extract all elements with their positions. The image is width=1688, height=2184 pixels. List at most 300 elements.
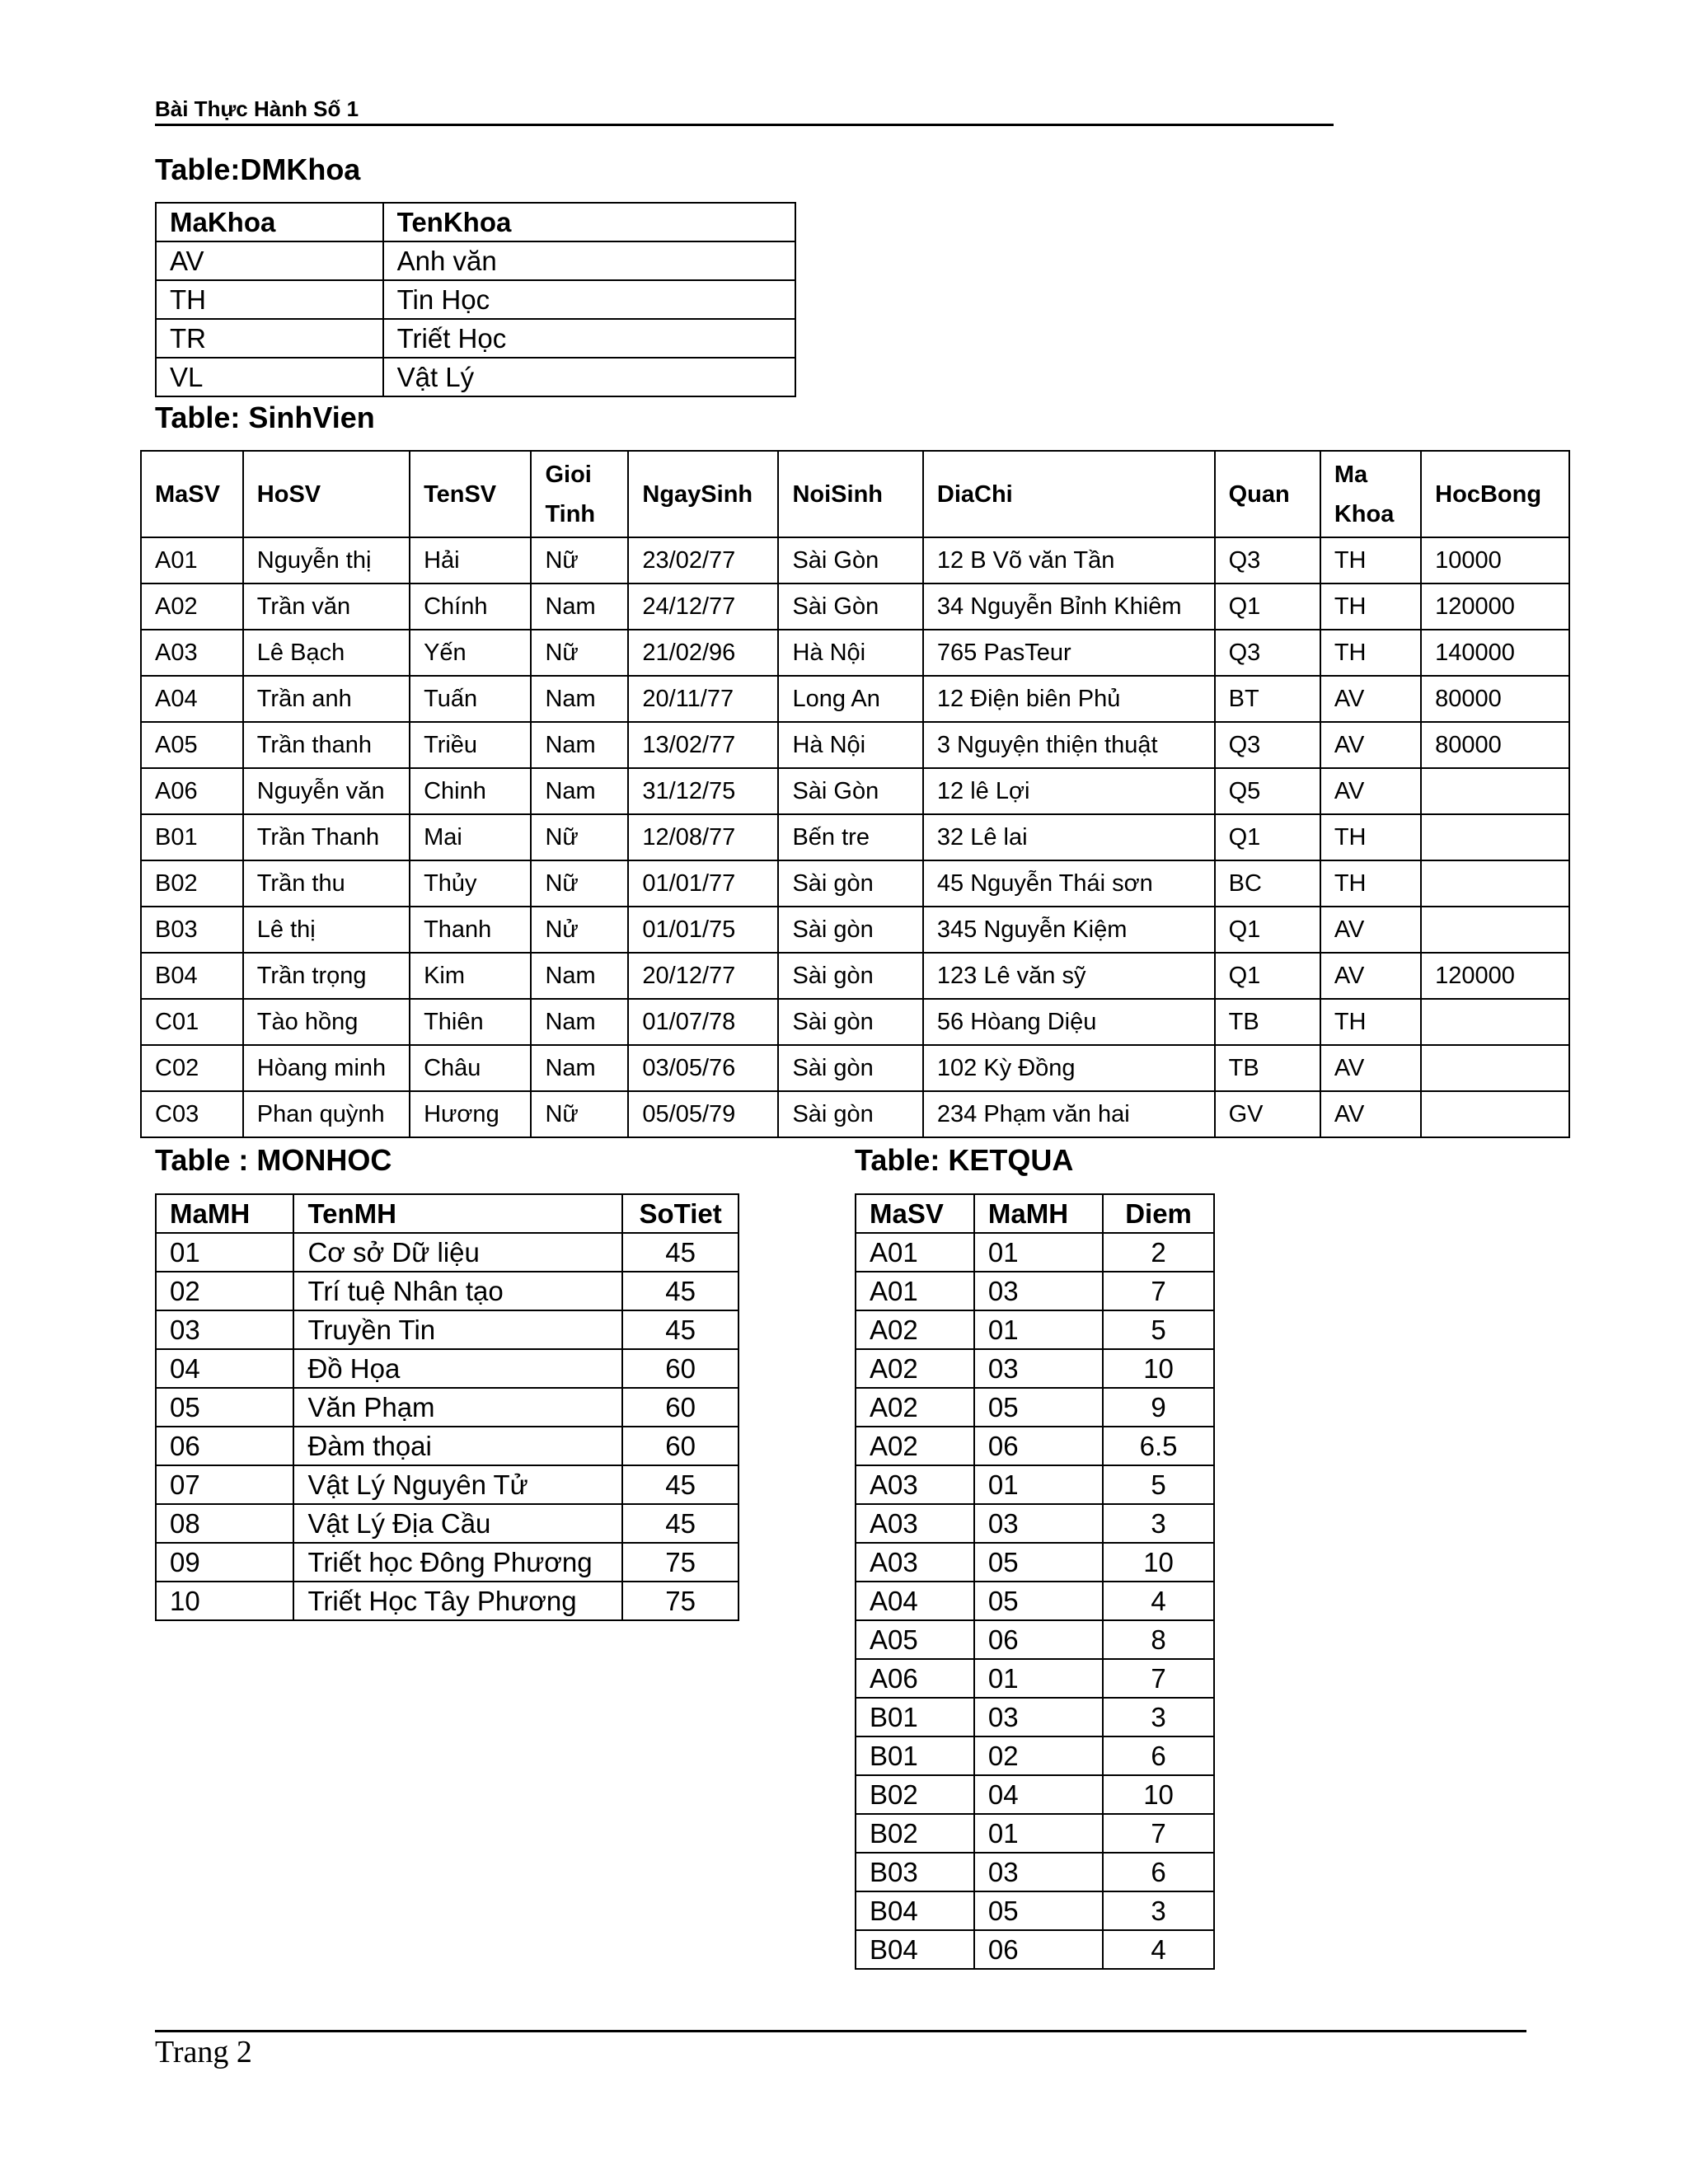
table-cell: A03	[141, 630, 243, 676]
table-cell: 3 Nguyện thiện thuật	[923, 722, 1215, 768]
table-cell: 3	[1103, 1891, 1214, 1930]
table-cell: Trần Thanh	[243, 814, 410, 860]
table-cell: B01	[856, 1698, 974, 1736]
table-cell: Q1	[1215, 907, 1320, 953]
table-cell: Hải	[410, 537, 531, 583]
table-cell: Kim	[410, 953, 531, 999]
table-row	[141, 953, 1569, 999]
table-cell: C02	[141, 1045, 243, 1091]
table-cell: AV	[1320, 907, 1421, 953]
table-cell: AV	[1320, 722, 1421, 768]
table-row	[141, 1091, 1569, 1137]
table-row	[156, 1543, 738, 1582]
table-cell: 4	[1103, 1582, 1214, 1620]
column-header: MaKhoa	[156, 203, 383, 241]
table-cell: 7	[1103, 1814, 1214, 1853]
table-row	[141, 814, 1569, 860]
table-cell: B04	[856, 1930, 974, 1969]
table-row	[156, 1465, 738, 1504]
table-cell: 234 Phạm văn hai	[923, 1091, 1215, 1137]
table-cell: Nguyễn văn	[243, 768, 410, 814]
table-cell: A01	[856, 1233, 974, 1272]
table-cell: Triết học Đông Phương	[293, 1543, 622, 1582]
table-cell: B04	[856, 1891, 974, 1930]
table-cell: AV	[1320, 1045, 1421, 1091]
table-cell: Lê Bạch	[243, 630, 410, 676]
table-cell: A03	[856, 1504, 974, 1543]
table-cell	[1421, 907, 1569, 953]
table-cell: Châu	[410, 1045, 531, 1091]
table-cell	[1421, 999, 1569, 1045]
table-cell: 45	[622, 1504, 738, 1543]
table-cell: Sài gòn	[778, 860, 922, 907]
table-cell: Sài gòn	[778, 999, 922, 1045]
table-cell: Hà Nội	[778, 630, 922, 676]
table-cell: 6	[1103, 1853, 1214, 1891]
table-cell: 05	[974, 1582, 1103, 1620]
table-cell: 9	[1103, 1388, 1214, 1427]
table-cell: B03	[856, 1853, 974, 1891]
table-cell: Nữ	[531, 814, 628, 860]
table-cell: GV	[1215, 1091, 1320, 1137]
column-header: TenKhoa	[383, 203, 795, 241]
column-header: NgaySinh	[628, 451, 778, 537]
table-cell: Tào hồng	[243, 999, 410, 1045]
table-cell: Văn Phạm	[293, 1388, 622, 1427]
table-cell: A03	[856, 1543, 974, 1582]
table-cell: 01	[974, 1659, 1103, 1698]
table-cell: A06	[856, 1659, 974, 1698]
table-row	[856, 1736, 1214, 1775]
table-cell: Q3	[1215, 722, 1320, 768]
table-cell: Sài Gòn	[778, 537, 922, 583]
column-header: SoTiet	[622, 1194, 738, 1233]
table-cell: 5	[1103, 1465, 1214, 1504]
table-cell: Vật Lý	[383, 358, 795, 396]
table-cell: 01/01/75	[628, 907, 778, 953]
table-cell: 45	[622, 1272, 738, 1310]
table-cell: Triết Học	[383, 319, 795, 358]
table-cell: 01/07/78	[628, 999, 778, 1045]
table-row	[856, 1504, 1214, 1543]
table-cell: 06	[974, 1427, 1103, 1465]
table-row	[141, 999, 1569, 1045]
table-row	[856, 1427, 1214, 1465]
table-cell: TH	[1320, 999, 1421, 1045]
table-row	[141, 676, 1569, 722]
table-row	[141, 537, 1569, 583]
table-cell: C01	[141, 999, 243, 1045]
footer-rule	[155, 2030, 1526, 2032]
sinhvien-title: Table: SinhVien	[155, 401, 375, 434]
table-cell: 345 Nguyễn Kiệm	[923, 907, 1215, 953]
table-row	[856, 1582, 1214, 1620]
table-cell: 5	[1103, 1310, 1214, 1349]
table-cell: Triết Học Tây Phương	[293, 1582, 622, 1620]
table-row	[856, 1233, 1214, 1272]
table-cell: Thanh	[410, 907, 531, 953]
table-row	[856, 1310, 1214, 1349]
table-cell: BC	[1215, 860, 1320, 907]
table-cell: 140000	[1421, 630, 1569, 676]
table-cell: 03/05/76	[628, 1045, 778, 1091]
table-cell: TH	[156, 280, 383, 319]
table-row	[156, 1310, 738, 1349]
table-cell: Truyền Tin	[293, 1310, 622, 1349]
table-row	[156, 319, 795, 358]
table-cell: 120000	[1421, 583, 1569, 630]
table-cell: B02	[141, 860, 243, 907]
table-cell: Sài gòn	[778, 1091, 922, 1137]
table-cell: Nam	[531, 999, 628, 1045]
table-cell: 09	[156, 1543, 293, 1582]
table-row	[156, 358, 795, 396]
table-cell: 12 lê Lợi	[923, 768, 1215, 814]
table-cell: 12 Điện biên Phủ	[923, 676, 1215, 722]
table-cell: AV	[156, 241, 383, 280]
table-cell: 6.5	[1103, 1427, 1214, 1465]
column-header: Diem	[1103, 1194, 1214, 1233]
table-cell: Thiên	[410, 999, 531, 1045]
dmkhoa-table	[155, 202, 796, 397]
table-cell: VL	[156, 358, 383, 396]
table-cell: TH	[1320, 860, 1421, 907]
table-cell: 02	[974, 1736, 1103, 1775]
table-cell: 80000	[1421, 722, 1569, 768]
table-cell: 45	[622, 1233, 738, 1272]
table-cell: Lê thị	[243, 907, 410, 953]
table-cell: Hương	[410, 1091, 531, 1137]
table-row	[856, 1775, 1214, 1814]
table-cell: Thủy	[410, 860, 531, 907]
table-cell: 04	[156, 1349, 293, 1388]
table-cell: Trần trọng	[243, 953, 410, 999]
table-cell: Triều	[410, 722, 531, 768]
column-header: MaSV	[141, 451, 243, 537]
table-cell: Nam	[531, 676, 628, 722]
dmkhoa-title: Table:DMKhoa	[155, 152, 361, 186]
table-cell: Q1	[1215, 953, 1320, 999]
table-row	[856, 1543, 1214, 1582]
column-header: MaSV	[856, 1194, 974, 1233]
table-cell: AV	[1320, 676, 1421, 722]
table-cell: 06	[156, 1427, 293, 1465]
column-header: NoiSinh	[778, 451, 922, 537]
table-cell	[1421, 814, 1569, 860]
table-cell: 123 Lê văn sỹ	[923, 953, 1215, 999]
table-cell: 10	[1103, 1775, 1214, 1814]
table-row	[856, 1272, 1214, 1310]
table-cell: Yến	[410, 630, 531, 676]
table-cell: TB	[1215, 1045, 1320, 1091]
table-cell: 60	[622, 1388, 738, 1427]
column-header: Ma Khoa	[1320, 451, 1421, 537]
table-cell: 06	[974, 1930, 1103, 1969]
table-cell: A05	[856, 1620, 974, 1659]
table-cell: 21/02/96	[628, 630, 778, 676]
table-cell: 10	[156, 1582, 293, 1620]
table-cell: 03	[974, 1272, 1103, 1310]
table-cell: 80000	[1421, 676, 1569, 722]
table-cell: TR	[156, 319, 383, 358]
table-cell: 7	[1103, 1659, 1214, 1698]
table-cell: Trần anh	[243, 676, 410, 722]
table-cell: 34 Nguyễn Bỉnh Khiêm	[923, 583, 1215, 630]
table-cell: Đồ Họa	[293, 1349, 622, 1388]
table-cell: Nam	[531, 768, 628, 814]
table-cell: 04	[974, 1775, 1103, 1814]
table-cell: B04	[141, 953, 243, 999]
table-cell: 2	[1103, 1233, 1214, 1272]
table-row	[156, 280, 795, 319]
table-cell: 01	[156, 1233, 293, 1272]
table-cell: Nam	[531, 583, 628, 630]
table-cell: TB	[1215, 999, 1320, 1045]
table-cell: 01	[974, 1465, 1103, 1504]
table-cell: A02	[856, 1388, 974, 1427]
table-cell: 60	[622, 1427, 738, 1465]
table-row	[141, 722, 1569, 768]
table-cell: 12/08/77	[628, 814, 778, 860]
table-header-row	[156, 1194, 738, 1233]
table-cell: B03	[141, 907, 243, 953]
table-cell: Vật Lý Địa Cầu	[293, 1504, 622, 1543]
table-cell: Nam	[531, 722, 628, 768]
table-cell: C03	[141, 1091, 243, 1137]
table-cell: Chinh	[410, 768, 531, 814]
table-cell: A02	[856, 1427, 974, 1465]
table-cell: Sài Gòn	[778, 768, 922, 814]
table-cell: TH	[1320, 537, 1421, 583]
table-cell: 120000	[1421, 953, 1569, 999]
table-row	[141, 1045, 1569, 1091]
table-cell: 01	[974, 1233, 1103, 1272]
table-cell: BT	[1215, 676, 1320, 722]
table-cell: Trần thu	[243, 860, 410, 907]
table-cell: Anh văn	[383, 241, 795, 280]
table-cell: Sài gòn	[778, 953, 922, 999]
table-cell: AV	[1320, 953, 1421, 999]
table-cell: A06	[141, 768, 243, 814]
table-cell: 45 Nguyễn Thái sơn	[923, 860, 1215, 907]
table-cell: 03	[974, 1349, 1103, 1388]
table-cell: A01	[141, 537, 243, 583]
table-cell: AV	[1320, 1091, 1421, 1137]
table-cell: 10000	[1421, 537, 1569, 583]
table-cell: Sài gòn	[778, 907, 922, 953]
column-header: MaMH	[156, 1194, 293, 1233]
table-cell: AV	[1320, 768, 1421, 814]
table-row	[156, 1388, 738, 1427]
table-cell: A02	[856, 1349, 974, 1388]
table-row	[856, 1814, 1214, 1853]
table-cell: Hòang minh	[243, 1045, 410, 1091]
table-row	[141, 907, 1569, 953]
table-cell: TH	[1320, 583, 1421, 630]
table-cell: 10	[1103, 1349, 1214, 1388]
table-cell: 05	[974, 1543, 1103, 1582]
table-cell: 4	[1103, 1930, 1214, 1969]
table-cell: Q5	[1215, 768, 1320, 814]
table-cell: Q1	[1215, 814, 1320, 860]
table-cell: B02	[856, 1814, 974, 1853]
column-header: Quan	[1215, 451, 1320, 537]
table-cell: 765 PasTeur	[923, 630, 1215, 676]
table-header-row	[156, 203, 795, 241]
table-cell: 20/12/77	[628, 953, 778, 999]
table-cell: 05	[974, 1388, 1103, 1427]
table-row	[856, 1388, 1214, 1427]
table-cell	[1421, 1045, 1569, 1091]
table-cell: 08	[156, 1504, 293, 1543]
table-cell: Cơ sở Dữ liệu	[293, 1233, 622, 1272]
table-row	[156, 1349, 738, 1388]
table-cell: 75	[622, 1582, 738, 1620]
table-cell: Nguyễn thị	[243, 537, 410, 583]
table-cell: Q1	[1215, 583, 1320, 630]
table-cell: Sài gòn	[778, 1045, 922, 1091]
table-cell: 03	[974, 1504, 1103, 1543]
table-cell: Phan quỳnh	[243, 1091, 410, 1137]
table-cell: Mai	[410, 814, 531, 860]
table-cell: 10	[1103, 1543, 1214, 1582]
table-cell: 60	[622, 1349, 738, 1388]
table-cell: 20/11/77	[628, 676, 778, 722]
table-cell: 56 Hòang Diệu	[923, 999, 1215, 1045]
table-cell: 05	[974, 1891, 1103, 1930]
column-header: TenMH	[293, 1194, 622, 1233]
table-row	[156, 241, 795, 280]
table-cell: 32 Lê lai	[923, 814, 1215, 860]
column-header: Gioi Tinh	[531, 451, 628, 537]
table-cell: 3	[1103, 1698, 1214, 1736]
table-cell: 3	[1103, 1504, 1214, 1543]
table-cell: 01	[974, 1814, 1103, 1853]
table-cell: B01	[856, 1736, 974, 1775]
column-header: DiaChi	[923, 451, 1215, 537]
table-cell: 7	[1103, 1272, 1214, 1310]
table-cell: 05	[156, 1388, 293, 1427]
table-row	[156, 1272, 738, 1310]
monhoc-title: Table : MONHOC	[155, 1143, 392, 1177]
column-header: HoSV	[243, 451, 410, 537]
table-cell: 45	[622, 1465, 738, 1504]
table-row	[856, 1891, 1214, 1930]
table-cell	[1421, 860, 1569, 907]
table-cell	[1421, 768, 1569, 814]
table-cell: 24/12/77	[628, 583, 778, 630]
table-cell: 75	[622, 1543, 738, 1582]
table-cell: A02	[856, 1310, 974, 1349]
table-cell: Nam	[531, 953, 628, 999]
ketqua-title: Table: KETQUA	[855, 1143, 1074, 1177]
table-cell: 6	[1103, 1736, 1214, 1775]
table-cell: Tin Học	[383, 280, 795, 319]
table-row	[156, 1233, 738, 1272]
table-cell: 12 B Võ văn Tần	[923, 537, 1215, 583]
table-cell: Trần thanh	[243, 722, 410, 768]
table-row	[856, 1659, 1214, 1698]
table-cell: Bến tre	[778, 814, 922, 860]
table-cell	[1421, 1091, 1569, 1137]
table-cell: A05	[141, 722, 243, 768]
table-header-row	[856, 1194, 1214, 1233]
table-row	[856, 1698, 1214, 1736]
table-cell: 03	[974, 1853, 1103, 1891]
table-cell: TH	[1320, 814, 1421, 860]
table-row	[856, 1620, 1214, 1659]
table-cell: 03	[974, 1698, 1103, 1736]
table-cell: TH	[1320, 630, 1421, 676]
table-cell: B02	[856, 1775, 974, 1814]
table-cell: Đàm thọai	[293, 1427, 622, 1465]
table-cell: Tuấn	[410, 676, 531, 722]
table-row	[856, 1349, 1214, 1388]
table-cell: Nam	[531, 1045, 628, 1091]
table-row	[856, 1930, 1214, 1969]
table-cell: A01	[856, 1272, 974, 1310]
table-cell: Q3	[1215, 537, 1320, 583]
table-cell: 06	[974, 1620, 1103, 1659]
page-number: Trang 2	[155, 2035, 252, 2069]
table-cell: A04	[856, 1582, 974, 1620]
table-cell: Nữ	[531, 537, 628, 583]
table-row	[856, 1853, 1214, 1891]
table-cell: 01/01/77	[628, 860, 778, 907]
table-cell: Nữ	[531, 630, 628, 676]
table-cell: Nữ	[531, 1091, 628, 1137]
table-row	[141, 630, 1569, 676]
table-cell: Hà Nội	[778, 722, 922, 768]
table-cell: Nử	[531, 907, 628, 953]
table-cell: 02	[156, 1272, 293, 1310]
table-cell: 102 Kỳ Đồng	[923, 1045, 1215, 1091]
table-header-row	[141, 451, 1569, 537]
column-header: TenSV	[410, 451, 531, 537]
table-cell: Trần văn	[243, 583, 410, 630]
table-row	[141, 860, 1569, 907]
table-cell: 07	[156, 1465, 293, 1504]
table-cell: 01	[974, 1310, 1103, 1349]
table-cell: Vật Lý Nguyên Tử	[293, 1465, 622, 1504]
table-cell: 8	[1103, 1620, 1214, 1659]
table-cell: Q3	[1215, 630, 1320, 676]
table-row	[141, 768, 1569, 814]
table-cell: 13/02/77	[628, 722, 778, 768]
table-cell: Trí tuệ Nhân tạo	[293, 1272, 622, 1310]
table-cell: A03	[856, 1465, 974, 1504]
table-row	[156, 1582, 738, 1620]
column-header: HocBong	[1421, 451, 1569, 537]
table-row	[141, 583, 1569, 630]
table-cell: Sài Gòn	[778, 583, 922, 630]
page-header	[155, 96, 1334, 126]
monhoc-table	[155, 1193, 739, 1621]
table-row	[156, 1504, 738, 1543]
table-cell: 23/02/77	[628, 537, 778, 583]
table-cell: Long An	[778, 676, 922, 722]
table-row	[856, 1465, 1214, 1504]
table-cell: 45	[622, 1310, 738, 1349]
table-cell: Chính	[410, 583, 531, 630]
table-cell: A04	[141, 676, 243, 722]
column-header: MaMH	[974, 1194, 1103, 1233]
table-cell: 05/05/79	[628, 1091, 778, 1137]
table-cell: 31/12/75	[628, 768, 778, 814]
ketqua-table	[855, 1193, 1215, 1970]
table-cell: A02	[141, 583, 243, 630]
table-cell: 03	[156, 1310, 293, 1349]
